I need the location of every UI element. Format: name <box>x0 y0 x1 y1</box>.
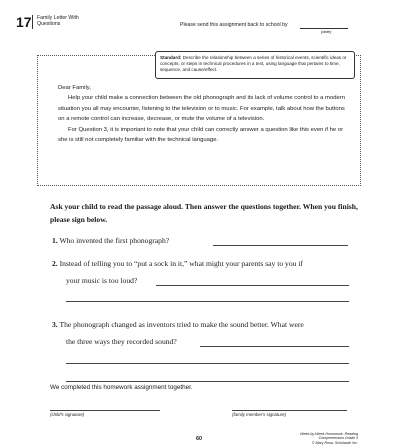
answer-line[interactable] <box>200 346 349 347</box>
standard-label: Standard: <box>160 55 182 60</box>
family-letter <box>58 83 348 145</box>
question-number: 3. <box>52 320 58 329</box>
family-signature-line[interactable] <box>232 410 347 411</box>
copyright-credit <box>278 432 358 445</box>
question-2 <box>52 259 352 269</box>
header-divider <box>32 15 33 29</box>
standard-box <box>155 51 355 79</box>
question-1 <box>52 236 169 246</box>
instructions: Ask your child to read the passage aloud. Then answer the questions together. When you finish, please sign below. <box>50 202 358 224</box>
question-3 <box>52 320 352 330</box>
header-label: Family Letter With Questions <box>37 15 79 27</box>
credit-copyright: © Mary Rosa, Scholastic Inc. <box>311 440 358 445</box>
page-number: 17 <box>16 14 32 30</box>
letter-paragraph: For Question 3, it is important to note that your child can correctly answer a question like this even if he or she is still not completely familiar with the technical language. <box>58 126 344 144</box>
question-number: 1. <box>52 236 58 245</box>
answer-line[interactable] <box>156 285 349 286</box>
send-back-text: Please send this assignment back to school by <box>180 22 288 28</box>
answer-line[interactable] <box>66 381 349 382</box>
standard-text: Describe the relationship between a series of historical events, scientific ideas or concepts, or steps in technical procedures in a text, using language that pertains to time, sequence, and cause/effect. <box>160 55 347 72</box>
letter-paragraph: Help your child make a connection between the old phonograph and its lack of volume control to a modern situation you all may encounter, listening to the television or to music. For example, talk about how the buttons on a remote control can increase, decrease, or mute the volume of a television. <box>58 95 346 123</box>
footer-page-number: 60 <box>196 436 202 442</box>
question-text: Who invented the first phonograph? <box>59 236 170 245</box>
letter-greeting: Dear Family, <box>58 85 91 91</box>
answer-line[interactable] <box>213 245 348 246</box>
question-text: The phonograph changed as inventors tried to make the sound better. What were <box>59 320 304 329</box>
due-date-label: (date) <box>321 29 332 34</box>
question-continuation: the three ways they recorded sound? <box>66 337 177 346</box>
child-signature-label: (child's signature) <box>50 412 85 417</box>
credit-title: Week-by-Week Homework: Reading Comprehension Grade 3 <box>300 432 358 441</box>
family-signature-label: (family member's signature) <box>232 412 287 417</box>
question-number: 2. <box>52 259 58 268</box>
answer-line[interactable] <box>66 363 349 364</box>
question-continuation: your music is too loud? <box>66 276 138 285</box>
completion-statement: We completed this homework assignment together. <box>50 384 193 391</box>
answer-line[interactable] <box>66 301 349 302</box>
question-text: Instead of telling you to “put a sock in it,” what might your parents say to you if <box>59 259 303 268</box>
child-signature-line[interactable] <box>50 410 160 411</box>
